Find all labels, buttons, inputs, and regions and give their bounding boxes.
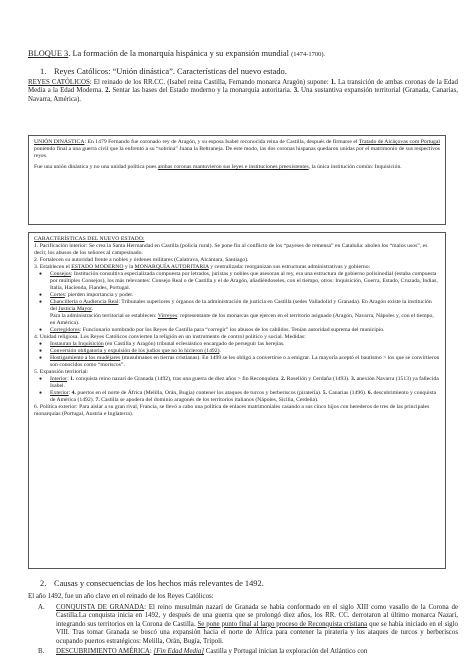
features-heading: CARACTERÍSTICAS DEL NUEVO ESTADO: [34,236,145,242]
bullet-term: Interior [50,376,68,382]
list-item [34,390,440,404]
title-text: . La formación de la monarquía hispánica y su expansión mundial [68,49,289,58]
list-item [34,299,440,313]
bullet-term: Chancillería o Audiencia Real [50,299,119,305]
feature-3 [34,264,440,271]
item-label: A. [38,604,45,611]
bullet-text: : [68,390,72,396]
feature-4-bullets [34,341,440,369]
virreyes-note [34,313,440,327]
section-2-number: 2. [40,579,47,588]
feature-3-term: MONARQUÍA AUTORITARIA [134,264,209,270]
bullet-number: 2. [280,376,286,382]
corregidores-bullets [34,327,440,334]
feature-4: 4. Unidad religiosa. Los Reyes Católicos convierten la religión en un instrumento de control político y social. Medidas: [34,334,306,340]
caracteristicas-box [28,232,446,569]
feature-2: 2. Fortalecen su autoridad frente a nobles y órdenes militares (Calatrava, Alcántara, Santiago). [34,257,249,263]
section-1-heading [40,66,460,77]
list-item [34,376,440,390]
item-text: Castilla y Portugal inician la exploración del Atlántico con [204,648,368,656]
bullet-term: Hostigamiento a los mudéjares [50,355,121,361]
bullet-number: 3. [350,376,356,382]
union-highlight: ambas coronas mantuvieron sus leyes e instituciones preexistentes [157,164,309,171]
bullet-text: : pierden importancia y poder. [64,292,134,298]
list-item [34,341,440,348]
bullet-text: puertos en el norte de África (Melilla, Orán, Bugía) contener los ataques de turcos y berberiscos (piratería). [75,390,323,396]
intro-point-text: Sentar las bases del Estado moderno y la monarquía autoritaria. [110,87,294,95]
section-2-lead: El año 1492, fue un año clave en el reinado de los Reyes Católicos: [28,593,214,600]
union-label: UNIÓN DINÁSTICA [34,139,85,145]
note-term: Virreyes [157,313,178,319]
feature-3-text: 3. Establecen el [34,264,72,270]
list-item [34,271,440,292]
bullet-text: Castilla se apodera del dominio aragonés de los territorios italianos (Nápoles, Sicilia, Cerdeña). [99,397,319,403]
intro-text: : El reinado de los RR.CC. (Isabel reina Castilla, Fernando monarca Aragón) supone: [89,79,331,86]
treaty-name: Tratado de Alcáçovas com Portugal [358,139,440,145]
item-title: DESCUBRIMIENTO AMÉRICA [56,648,150,656]
note-text: : representante de los monarcas que ejercen en el territorio asignado (Aragón, Navarra, Nápoles y, con el tiempo, en América). [50,313,434,326]
intro-point-number: 1. [330,79,336,86]
intro-point-text: La transición de ambas coronas de la Edad Media a la Edad Moderna. [28,79,458,95]
section-1-number: 1. [40,67,47,76]
intro-point-text: Una sustantiva expansión territorial (Granada, Canarias, Navarra, América). [28,87,458,103]
bullet-term: Conversión obligatoria y expulsión de los judíos que no lo hicieron (1492) [50,348,220,354]
section-2-list [28,604,458,658]
item-title: CONQUISTA DE GRANADA [56,604,145,611]
bullet-text: Rosellón y Cerdaña (1493). [285,376,351,382]
union-text: , la única institución común: Inquisición. [308,164,402,171]
item-highlight: Se pone punto final al largo proceso de Reconquista cristiana [197,620,368,628]
bullet-number: 7. [95,397,100,403]
bullet-text: . [219,348,221,354]
list-item [34,348,440,355]
union-text: poniendo final a una guerra civil que la enfrentó a su “sobrina” Juana la Beltraneja. De este modo, las dos coronas hispanas quedaron unidas por el matrimonio de sus respectivos reyes. [34,146,440,160]
union-dinastica-box [28,135,446,225]
bullet-text: : Tribunales superiores y órganos de la administración de justicia en Castilla (sedes Valladolid y Granada). En Aragón existe la institución del [50,299,432,312]
bullet-term: Corregidores [50,327,80,333]
union-paragraph-2 [34,164,440,171]
intro-paragraph [28,79,458,104]
feature-3-text: y la [123,264,135,270]
feature-3-bullets [34,271,440,313]
feature-5: 5. Expansión territorial: [34,369,89,375]
section-1-title: Reyes Católicos: “Unión dinástica”. Características del nuevo estado. [54,67,287,76]
section-2-title: Causas y consecuencias de los hechos más relevantes de 1492. [54,579,264,588]
bullet-term: Exterior [50,390,69,396]
item-text: : El reino musulmán nazarí de Granada se había conformado en el siglo XIII como vasallo de la Corona de Castilla.La conquista inicia en 1492, y después de una guerra que se prolongó diez años, los RR. CC. derrotaron al último monarca Nazarí, integrando sus territorios en la Corona de Castilla. [56,604,459,628]
union-text: Fue una unión dinástica y no una unidad política pues [34,164,158,171]
item-text: que se había iniciado en el siglo VIII. Tras tomar Granada se buscó una expansión hacia el norte de África para contener la piratería y los ataques de turcos y berberiscos ocupando puertos estratégicos: Melilla, Orán, Bugía, Trípoli. [56,620,458,645]
bullet-term: Cortes [50,292,65,298]
union-paragraph-1 [34,139,440,160]
bullet-number: 6. [367,390,373,396]
bullet-text: . [91,306,94,312]
list-item [34,292,440,299]
list-item [28,648,458,656]
item-text: : [149,648,154,656]
intro-label: REYES CATÓLICOS [28,79,90,86]
title-dates: (1474-1700). [291,51,326,58]
list-item [28,604,458,646]
bullet-text: conquista reino nazarí de Granada (1492), tras una guerra de diez años > fin Reconquista. [74,376,281,382]
bullet-number: 5. [322,390,328,396]
block-label: BLOQUE 3 [28,49,69,58]
item-highlight: [Fin Edad Media] [153,648,205,656]
document-title [28,48,458,60]
bullet-term: Consejos [50,271,71,277]
bullet-text: anexión Navarra (1513) ya fallecida Isabel. [50,376,439,389]
bullet-text: descubrimiento y conquista de América (1492). [50,390,437,403]
intro-point-number: 3. [293,87,299,95]
bullet-text: : Institución consultiva especializada compuesta por letrados, juristas y nobles que asesoran al rey, era una estructura de gobierno polisinodial (estaba compuesta por múltiples Consejos), los más relevantes: Consejo Real o de Castilla y el de Aragón, añadiéndoseles, con el tiempo, otros: Inquisición, Guerra, Estado, Cruzada, Indias, Italia, Hacienda, Flandes, Portugal. [50,271,438,291]
feature-6: 6. Política exterior: Para aislar a su gran rival, Francia, se llevó a cabo una política de enlaces matrimoniales casando a sus cinco hijos con herederos de tres de las principales monarquías (Portugal, Austria e Inglaterra). [34,404,430,417]
bullet-text: : Funcionario nombrado por los Reyes de Castilla para “corregir” los abusos de los cabildos. Tenían autoridad suprema del municipio. [79,327,385,333]
bullet-text: Canarias (1496). [327,390,368,396]
section-2-heading [40,578,460,589]
item-label: B. [38,648,45,656]
bullet-text: (en Castilla y Aragón) tribunal eclesiástico encargado de perseguir las herejías. [103,341,285,347]
bullet-text: : [67,376,71,382]
list-item [34,327,440,334]
list-item [34,355,440,369]
intro-point-number: 2. [105,87,111,95]
feature-3-text: y centralizada: reorganizan sus estructuras administrativas y gobierno: [208,264,371,270]
note-text: Para la administración territorial se establecen: [50,313,158,319]
union-text: : En 1479 Fernando fue coronado rey de Aragón, y su esposa Isabel reconocida reina de Castilla, después de firmarse el [84,139,359,145]
feature-3-term: ESTADO MODERNO [71,264,124,270]
bullet-number: 1. [70,376,75,382]
bullet-number: 4. [71,390,76,396]
bullet-term: Justicia Mayor [58,306,92,312]
bullet-term: Instauran la Inquisición [50,341,104,347]
feature-5-bullets [34,376,440,404]
feature-1: 1. Pacificación interior: Se crea la Santa Hermandad en Castilla (policía rural). Se pone fin al conflicto de los “payeses de remensa” en Cataluña: abolen los “malos usos”, es decir, los abusos de los señores al campesinado. [34,243,428,256]
bullet-text: (musulmanes en tierras cristianas). En 1499 se les obligó a convertirse o a emigrar. La mayoría aceptó el bautismo > los que se convirtieron son conocidos como “moriscos”. [50,355,440,368]
